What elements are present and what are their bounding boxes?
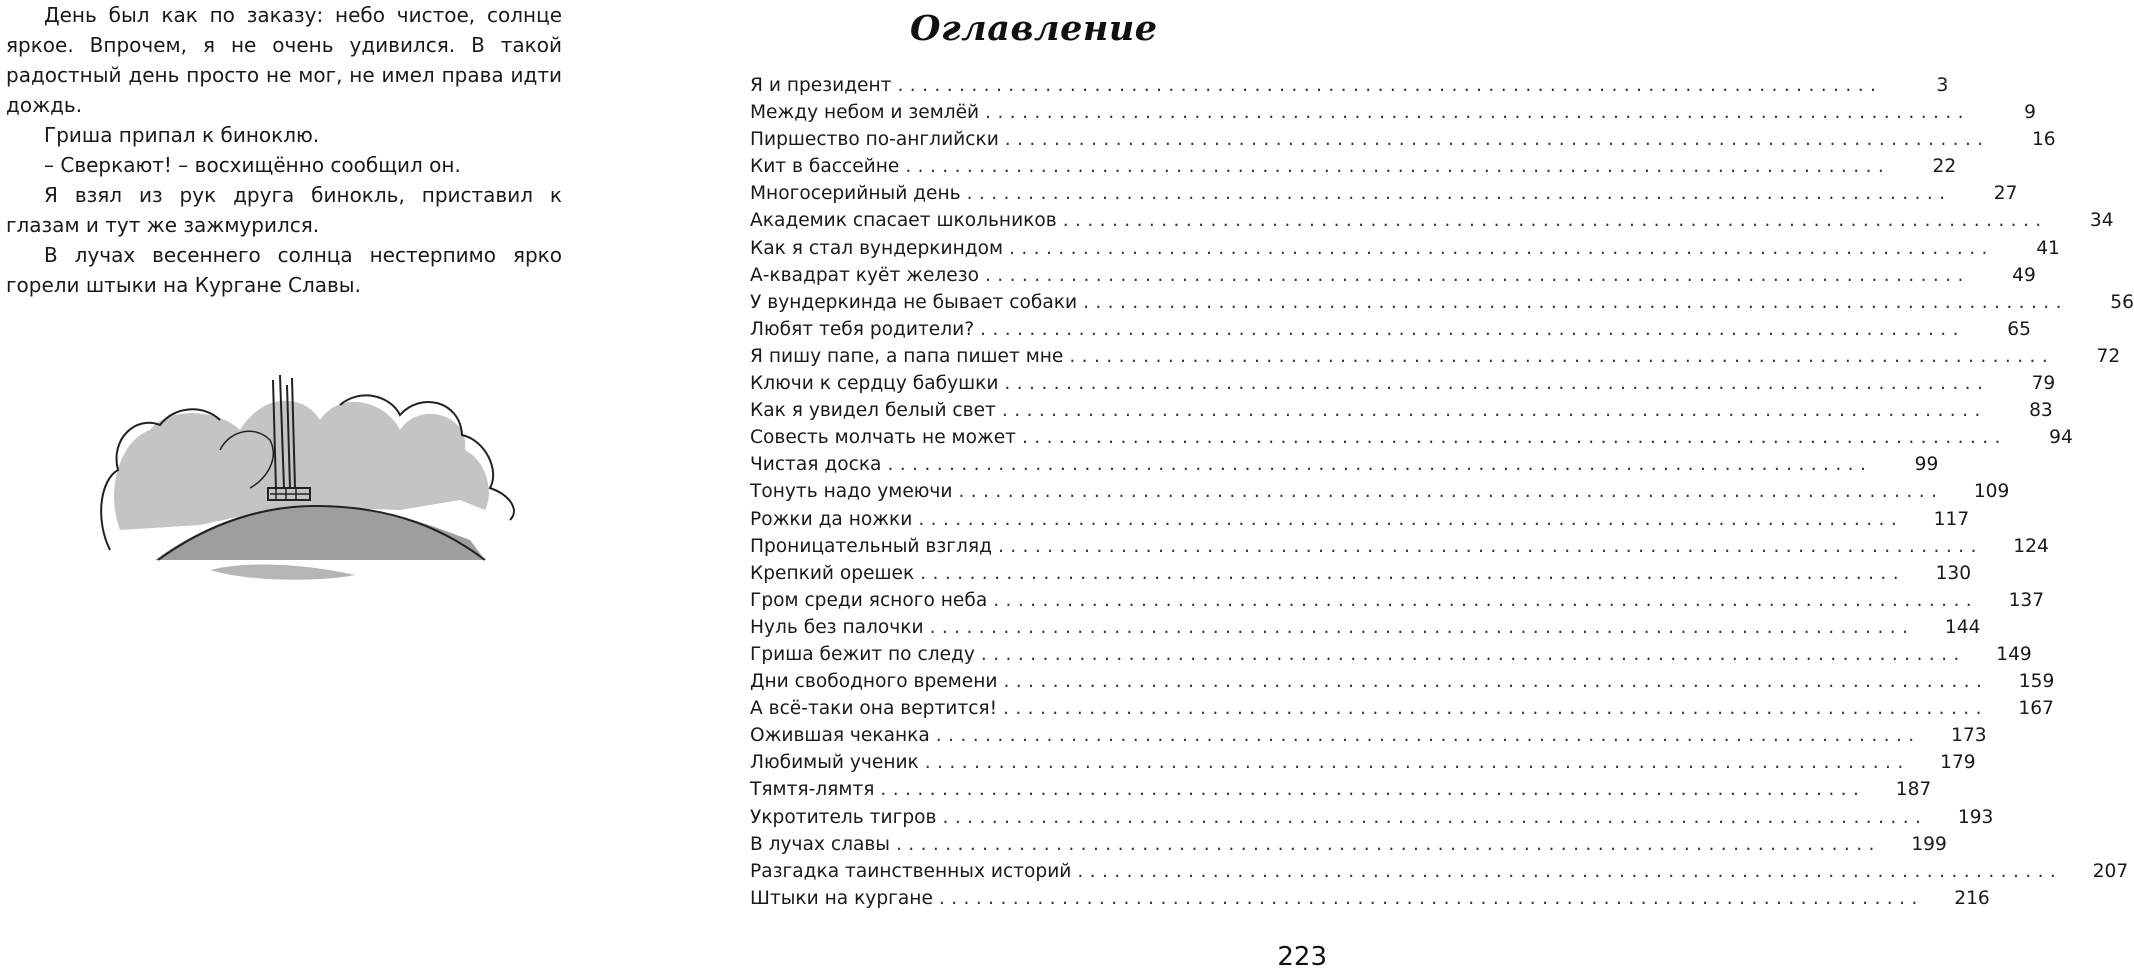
toc-entry-title: У вундеркинда не бывает собаки — [750, 291, 1078, 313]
toc-entry — [750, 478, 2010, 505]
toc-entry-title: Крепкий орешек — [750, 562, 915, 584]
toc-entry-page: 179 — [1940, 752, 1976, 774]
toc-entry-title: Чистая доска — [750, 454, 882, 476]
toc-entry-title: Дни свободного времени — [750, 671, 998, 693]
toc-leader-dots: ................................................................................ — [1001, 400, 1987, 422]
toc-leader-dots: ................................................................................ — [980, 643, 1966, 665]
toc-entry-title: Гриша бежит по следу — [750, 643, 975, 665]
toc-entry — [750, 180, 2018, 207]
toc-entry — [750, 99, 2036, 126]
toc-entry — [750, 262, 2036, 289]
toc-entry-title: Рожки да ножки — [750, 508, 913, 530]
toc-title: Оглавление — [910, 8, 1158, 49]
toc-entry-title: Многосерийный день — [750, 183, 961, 205]
toc-entry-page: 27 — [1993, 183, 2018, 205]
toc-leader-dots: ................................................................................ — [1083, 291, 2068, 313]
toc-leader-dots: ................................................................................ — [1062, 210, 2048, 232]
paragraph-1: День был как по заказу: небо чистое, солнце яркое. Впрочем, я не очень удивился. В такой радостный день просто не мог, не имел права идти дождь. — [6, 3, 562, 117]
toc-entry-page: 159 — [2018, 671, 2055, 693]
toc-entry-page: 79 — [2031, 373, 2056, 395]
toc-entry-page: 187 — [1895, 779, 1932, 801]
paragraph-2: Гриша припал к биноклю. — [44, 123, 320, 147]
toc-entry-page: 109 — [1973, 481, 2010, 503]
toc-leader-dots: ................................................................................ — [880, 779, 1866, 801]
toc-entry — [750, 235, 2060, 262]
toc-leader-dots: ................................................................................ — [1003, 698, 1988, 720]
toc-entry-title: Нуль без палочки — [750, 616, 924, 638]
toc-entry-title: Тямтя-лямтя — [750, 779, 875, 801]
toc-entry — [750, 614, 1981, 641]
toc-entry-page: 41 — [2036, 237, 2060, 259]
toc-entry-title: Пиршество по-английски — [750, 129, 999, 151]
toc-entry-title: Штыки на кургане — [750, 887, 933, 909]
toc-entry-page: 83 — [2029, 400, 2053, 422]
toc-leader-dots: ................................................................................ — [985, 264, 1970, 286]
toc-entry-page: 149 — [1996, 643, 2032, 665]
toc-entry-title: Ожившая чеканка — [750, 725, 930, 747]
left-page-text — [6, 0, 562, 300]
toc-entry — [750, 397, 2053, 424]
toc-entry — [750, 343, 2121, 370]
toc-entry-title: Разгадка таинственных историй — [750, 860, 1072, 882]
toc-entry-title: Кит в бассейне — [750, 156, 900, 178]
toc-leader-dots: ................................................................................ — [918, 508, 1904, 530]
toc-entry — [750, 749, 1976, 776]
toc-entry-page: 117 — [1933, 508, 1970, 530]
toc-entry — [750, 72, 1949, 99]
toc-leader-dots: ................................................................................ — [985, 102, 1970, 124]
toc-entry — [750, 695, 2054, 722]
toc-entry-title: Между небом и землёй — [750, 102, 980, 124]
toc-entry-title: Проницательный взгляд — [750, 535, 992, 557]
toc-entry-page: 49 — [2012, 264, 2036, 286]
toc-entry — [750, 668, 2055, 695]
toc-leader-dots: ................................................................................ — [905, 156, 1891, 178]
toc-entry-page: 199 — [1911, 833, 1947, 855]
toc-entry — [750, 424, 2073, 451]
toc-leader-dots: ................................................................................ — [966, 183, 1952, 205]
toc-entry — [750, 533, 2049, 560]
toc-entry-page: 144 — [1944, 616, 1981, 638]
paragraph-3: – Сверкают! – восхищённо сообщил он. — [44, 153, 461, 177]
table-of-contents — [750, 72, 2134, 912]
toc-entry — [750, 370, 2056, 397]
toc-entry-title: Любимый ученик — [750, 752, 919, 774]
toc-entry-title: Как я стал вундеркиндом — [750, 237, 1004, 259]
toc-entry — [750, 316, 2031, 343]
toc-leader-dots: ................................................................................ — [1009, 237, 1994, 259]
toc-entry — [750, 831, 1947, 858]
toc-entry — [750, 506, 1970, 533]
toc-entry-page: 72 — [2096, 345, 2121, 367]
toc-entry-title: Академик спасает школьников — [750, 210, 1057, 232]
toc-entry-page: 137 — [2008, 589, 2045, 611]
toc-leader-dots: ................................................................................ — [1004, 373, 1990, 395]
toc-leader-dots: ................................................................................ — [1069, 345, 2055, 367]
toc-entry — [750, 641, 2032, 668]
toc-leader-dots: ................................................................................ — [935, 725, 1921, 747]
mound-of-glory-illustration — [90, 370, 530, 585]
toc-entry-title: Гром среди ясного неба — [750, 589, 988, 611]
toc-entry-title: В лучах славы — [750, 833, 890, 855]
paragraph-5: В лучах весеннего солнца нестерпимо ярко горели штыки на Кургане Славы. — [6, 243, 562, 297]
toc-leader-dots: ................................................................................ — [980, 318, 1965, 340]
toc-entry — [750, 560, 1972, 587]
hill-lower — [210, 565, 355, 580]
toc-entry — [750, 451, 1939, 478]
toc-entry-title: А всё-таки она вертится! — [750, 698, 998, 720]
toc-entry — [750, 126, 2056, 153]
toc-entry-page: 99 — [1914, 454, 1939, 476]
toc-leader-dots: ................................................................................ — [887, 454, 1873, 476]
toc-entry — [750, 207, 2114, 234]
toc-entry-page: 173 — [1951, 725, 1987, 747]
toc-entry-page: 34 — [2089, 210, 2114, 232]
toc-entry-title: Тонуть надо умеючи — [750, 481, 953, 503]
toc-leader-dots: ................................................................................ — [1003, 671, 1989, 693]
toc-entry-title: Совесть молчать не может — [750, 427, 1016, 449]
toc-entry-page: 94 — [2049, 427, 2073, 449]
toc-leader-dots: ................................................................................ — [1021, 427, 2007, 449]
toc-entry-title: Ключи к сердцу бабушки — [750, 373, 999, 395]
toc-entry-page: 124 — [2013, 535, 2049, 557]
toc-leader-dots: ................................................................................ — [997, 535, 1983, 557]
toc-leader-dots: ................................................................................ — [1077, 860, 2063, 882]
page-number: 223 — [1277, 942, 1327, 972]
toc-entry — [750, 858, 2129, 885]
toc-entry-page: 193 — [1957, 806, 1994, 828]
toc-entry-title: А-квадрат куёт железо — [750, 264, 979, 286]
paragraph-4: Я взял из рук друга бинокль, приставил к глазам и тут же зажмурился. — [6, 183, 562, 237]
toc-entry-title: Любят тебя родители? — [750, 318, 975, 340]
toc-entry-page: 9 — [2024, 102, 2036, 124]
toc-leader-dots: ................................................................................ — [993, 589, 1979, 611]
toc-leader-dots: ................................................................................ — [958, 481, 1944, 503]
toc-entry-page: 130 — [1935, 562, 1972, 584]
toc-entry-title: Я и президент — [750, 75, 892, 96]
toc-entry-page: 56 — [2110, 291, 2134, 313]
toc-entry-page: 167 — [2018, 698, 2054, 720]
toc-entry-page: 22 — [1932, 156, 1957, 178]
toc-entry-page: 3 — [1936, 75, 1949, 96]
toc-entry — [750, 289, 2134, 316]
toc-leader-dots: ................................................................................ — [942, 806, 1928, 828]
toc-entry — [750, 885, 1990, 912]
toc-leader-dots: ................................................................................ — [897, 75, 1883, 96]
toc-entry — [750, 776, 1932, 803]
toc-entry — [750, 153, 1957, 180]
toc-entry-title: Как я увидел белый свет — [750, 400, 996, 422]
toc-entry-page: 207 — [2092, 860, 2129, 882]
toc-entry — [750, 722, 1987, 749]
toc-leader-dots: ................................................................................ — [920, 562, 1906, 584]
toc-entry-page: 216 — [1954, 887, 1990, 909]
toc-entry — [750, 804, 1994, 831]
toc-entry-title: Я пишу папе, а папа пишет мне — [750, 345, 1064, 367]
toc-entry-page: 16 — [2031, 129, 2056, 151]
toc-entry-page: 65 — [2007, 318, 2031, 340]
toc-leader-dots: ................................................................................ — [1004, 129, 1990, 151]
toc-leader-dots: ................................................................................ — [896, 833, 1881, 855]
toc-entry-title: Укротитель тигров — [750, 806, 937, 828]
toc-entry — [750, 587, 2045, 614]
toc-leader-dots: ................................................................................ — [929, 616, 1915, 638]
toc-leader-dots: ................................................................................ — [924, 752, 1910, 774]
toc-leader-dots: ................................................................................ — [938, 887, 1924, 909]
